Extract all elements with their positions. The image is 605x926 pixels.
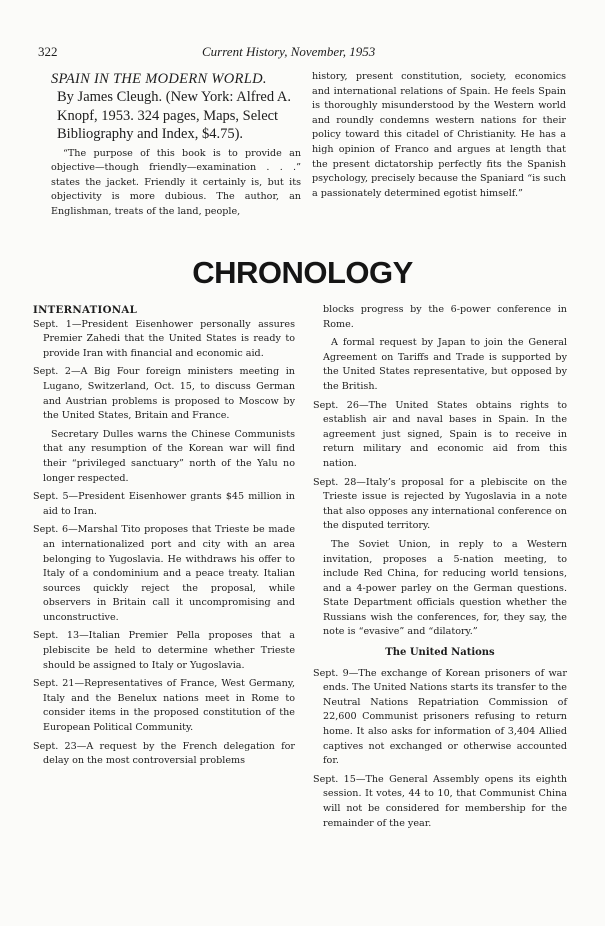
- chronology-entry: Sept. 2—A Big Four foreign ministers meeting in Lugano, Switzerland, Oct. 15, to discuss German and Austrian problems is proposed to Moscow by the United States, Britain and France.: [33, 366, 295, 422]
- review-body-continued: history, present constitution, society, economics and international relations of Spain. He feels Spain is thoroughly misunderstood by the Western world and roundly condemns western nations for their policy toward this citadel of Christianity. He has a high opinion of Franco and argues at length that the present dictatorship perfectly fits the Spanish psychology, precisely because the Spaniard “is such a passionately determined egotist himself.”: [312, 71, 566, 199]
- chronology-entry: Sept. 6—Marshal Tito proposes that Trieste be made an internationalized port and city with an area belonging to Yugoslavia. He withdraws his offer to Italy of a condominium and a peace treaty. Italian sources quickly reject the proposal, while observers in Britain call it uncompromising and unconstructive.: [33, 524, 295, 623]
- book-heading: [51, 70, 301, 144]
- book-publication-info: By James Cleugh. (New York: Alfred A. Knopf, 1953. 324 pages, Maps, Select Bibliography and Index, $4.75).: [57, 89, 292, 143]
- book-review-column-left: [51, 70, 301, 220]
- chronology-entry: Sept. 15—The General Assembly opens its eighth session. It votes, 44 to 10, that Communist China will not be considered for membership for the remainder of the year.: [313, 773, 567, 829]
- section-heading-international: INTERNATIONAL: [33, 304, 138, 316]
- chronology-entry-continued: blocks progress by the 6-power conference in Rome.: [323, 304, 567, 330]
- running-head: [38, 44, 568, 60]
- chronology-entry-paragraph: Secretary Dulles warns the Chinese Communists that any resumption of the Korean war will find their “privileged sanctuary” north of the Yalu no longer respected.: [43, 428, 295, 484]
- page-number: 322: [38, 44, 58, 59]
- chronology-entry: Sept. 13—Italian Premier Pella proposes that a plebiscite be held to determine whether Trieste should be assigned to Italy or Yugoslavia.: [33, 630, 295, 671]
- chronology-entry: Sept. 9—The exchange of Korean prisoners of war ends. The United Nations starts its transfer to the Neutral Nations Repatriation Commission of 22,600 Communist prisoners refusing to return home. It also asks for information of 3,404 Allied captives not exchanged or otherwise accounted for.: [313, 667, 567, 767]
- chronology-entry-paragraph: A formal request by Japan to join the General Agreement on Tariffs and Trade is supported by the United States representative, but opposed by the British.: [323, 337, 567, 392]
- chronology-title: CHRONOLOGY: [192, 255, 413, 290]
- chronology-entry: Sept. 5—President Eisenhower grants $45 million in aid to Iran.: [33, 491, 295, 517]
- chronology-entry: Sept. 21—Representatives of France, West Germany, Italy and the Benelux nations meet in Rome to consider items in the proposed constitution of the European Political Community.: [33, 678, 295, 734]
- chronology-entry: Sept. 26—The United States obtains rights to establish air and naval bases in Spain. In the agreement just signed, Spain is to receive in return military and economic aid from this nation.: [313, 399, 567, 469]
- chronology-column-right: [313, 303, 567, 835]
- chronology-column-left: [33, 303, 295, 773]
- book-review-column-right: [312, 70, 566, 201]
- chronology-entry: Sept. 23—A request by the French delegation for delay on the most controversial problems: [33, 740, 295, 767]
- chronology-entry: Sept. 1—President Eisenhower personally assures Premier Zahedi that the United States is ready to provide Iran with financial and economic aid.: [33, 318, 295, 359]
- chronology-entry: Sept. 28—Italy’s proposal for a plebiscite on the Trieste issue is rejected by Yugoslavia in a note that also opposes any international conference on the disputed territory.: [313, 476, 567, 532]
- chronology-entry-paragraph: The Soviet Union, in reply to a Western invitation, proposes a 5-nation meeting, to include Red China, for reducing world tensions, and a 4-power parley on the German questions. State Department officials question whether the Russians wish the conferences, for, they say, the note is “evasive” and “dilatory.”: [323, 538, 567, 638]
- journal-citation: Current History, November, 1953: [202, 44, 376, 59]
- section-heading-united-nations: The United Nations: [385, 647, 495, 659]
- review-body: “The purpose of this book is to provide an objective—though friendly—examination . . .” states the jacket. Friendly it certainly is, but its objectivity is more dubious. The author, an Englishman, treats of the land, people,: [51, 147, 301, 217]
- book-title: SPAIN IN THE MODERN WORLD.: [51, 71, 267, 87]
